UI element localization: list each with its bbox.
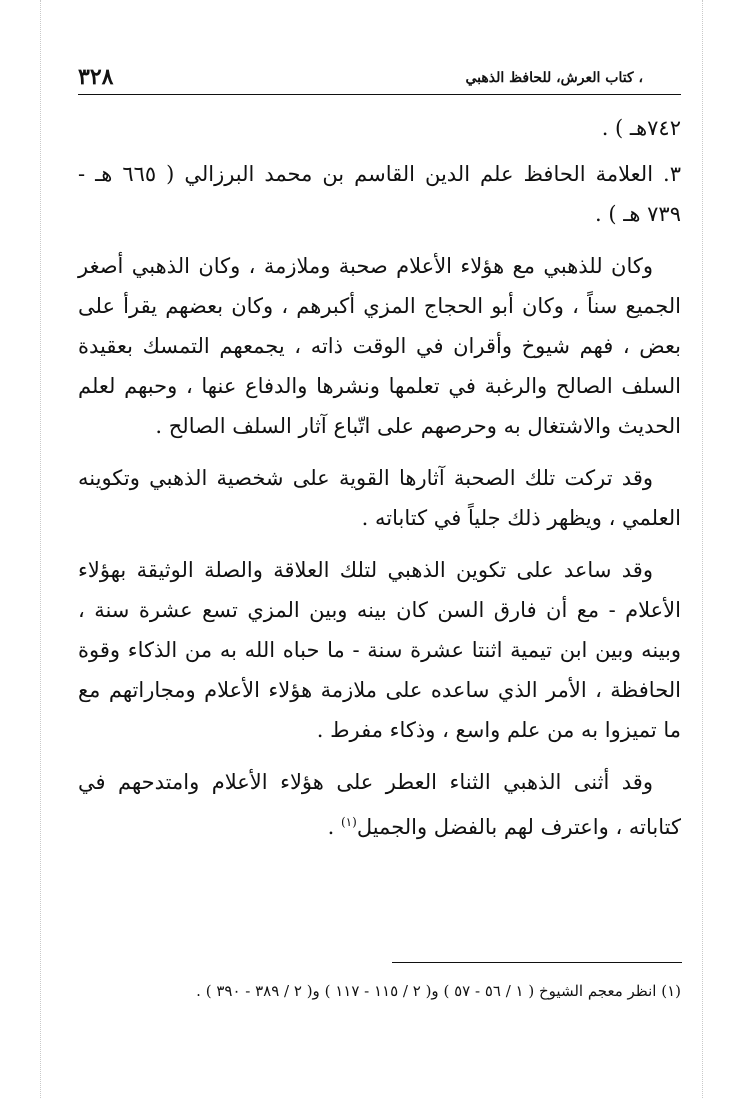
paragraph-end: . xyxy=(327,815,341,839)
running-title: ، كتاب العرش، للحافظ الذهبي xyxy=(465,70,643,86)
paragraph: وقد ساعد على تكوين الذهبي لتلك العلاقة والصلة الوثيقة بهؤلاء الأعلام - مع أن فارق السن كان بينه وبين المزي تسع عشرة سنة ، وبينه وبين ابن تيمية اثنتا عشرة سنة - ما حباه الله به من الذكاء وقوة الحافظة ، الأمر الذي ساعده على ملازمة هؤلاء الأعلام ومجاراتهم مع ما تميزوا به من علم واسع ، وذكاء مفرط . xyxy=(78,558,681,742)
paragraph: وقد تركت تلك الصحبة آثارها القوية على شخصية الذهبي وتكوينه العلمي ، ويظهر ذلك جلياً في كتاباته . xyxy=(78,466,681,530)
list-item-3: ٣. العلامة الحافظ علم الدين القاسم بن محمد البرزالي ( ٦٦٥ هـ - ٧٣٩ هـ ) . xyxy=(78,162,681,226)
paragraph-text: وقد أثنى الذهبي الثناء العطر على هؤلاء الأعلام وامتدحهم في كتاباته ، واعترف لهم بالفضل والجميل xyxy=(78,770,681,839)
paragraph: وكان للذهبي مع هؤلاء الأعلام صحبة وملازمة ، وكان الذهبي أصغر الجميع سناً ، وكان أبو الحجاج المزي أكبرهم ، وكان بعضهم يقرأ على بعض ، فهم شيوخ وأقران في الوقت ذاته ، يجمعهم التمسك بعقيدة السلف الصالح والرغبة في تعلمها ونشرها والدفاع عنها ، وحبهم لعلم الحديث والاشتغال به وحرصهم على اتّباع آثار السلف الصالح . xyxy=(78,254,681,438)
body-text xyxy=(78,108,681,859)
header-rule xyxy=(78,94,681,95)
page-header xyxy=(78,58,681,94)
page-number: ٣٢٨ xyxy=(78,64,114,90)
footnote-separator xyxy=(392,962,682,963)
scan-edge-left xyxy=(40,0,41,1098)
paragraph-with-footnote xyxy=(78,762,681,847)
footnote: (١) انظر معجم الشيوخ ( ١ / ٥٦ - ٥٧ ) و( ٢ / ١١٥ - ١١٧ ) و( ٢ / ٣٨٩ - ٣٩٠ ) . xyxy=(196,982,681,1000)
scan-edge-right xyxy=(702,0,703,1098)
footnote-reference[interactable]: (١) xyxy=(340,815,357,829)
paragraph-continuation: ٧٤٢هـ ) . xyxy=(601,116,681,140)
